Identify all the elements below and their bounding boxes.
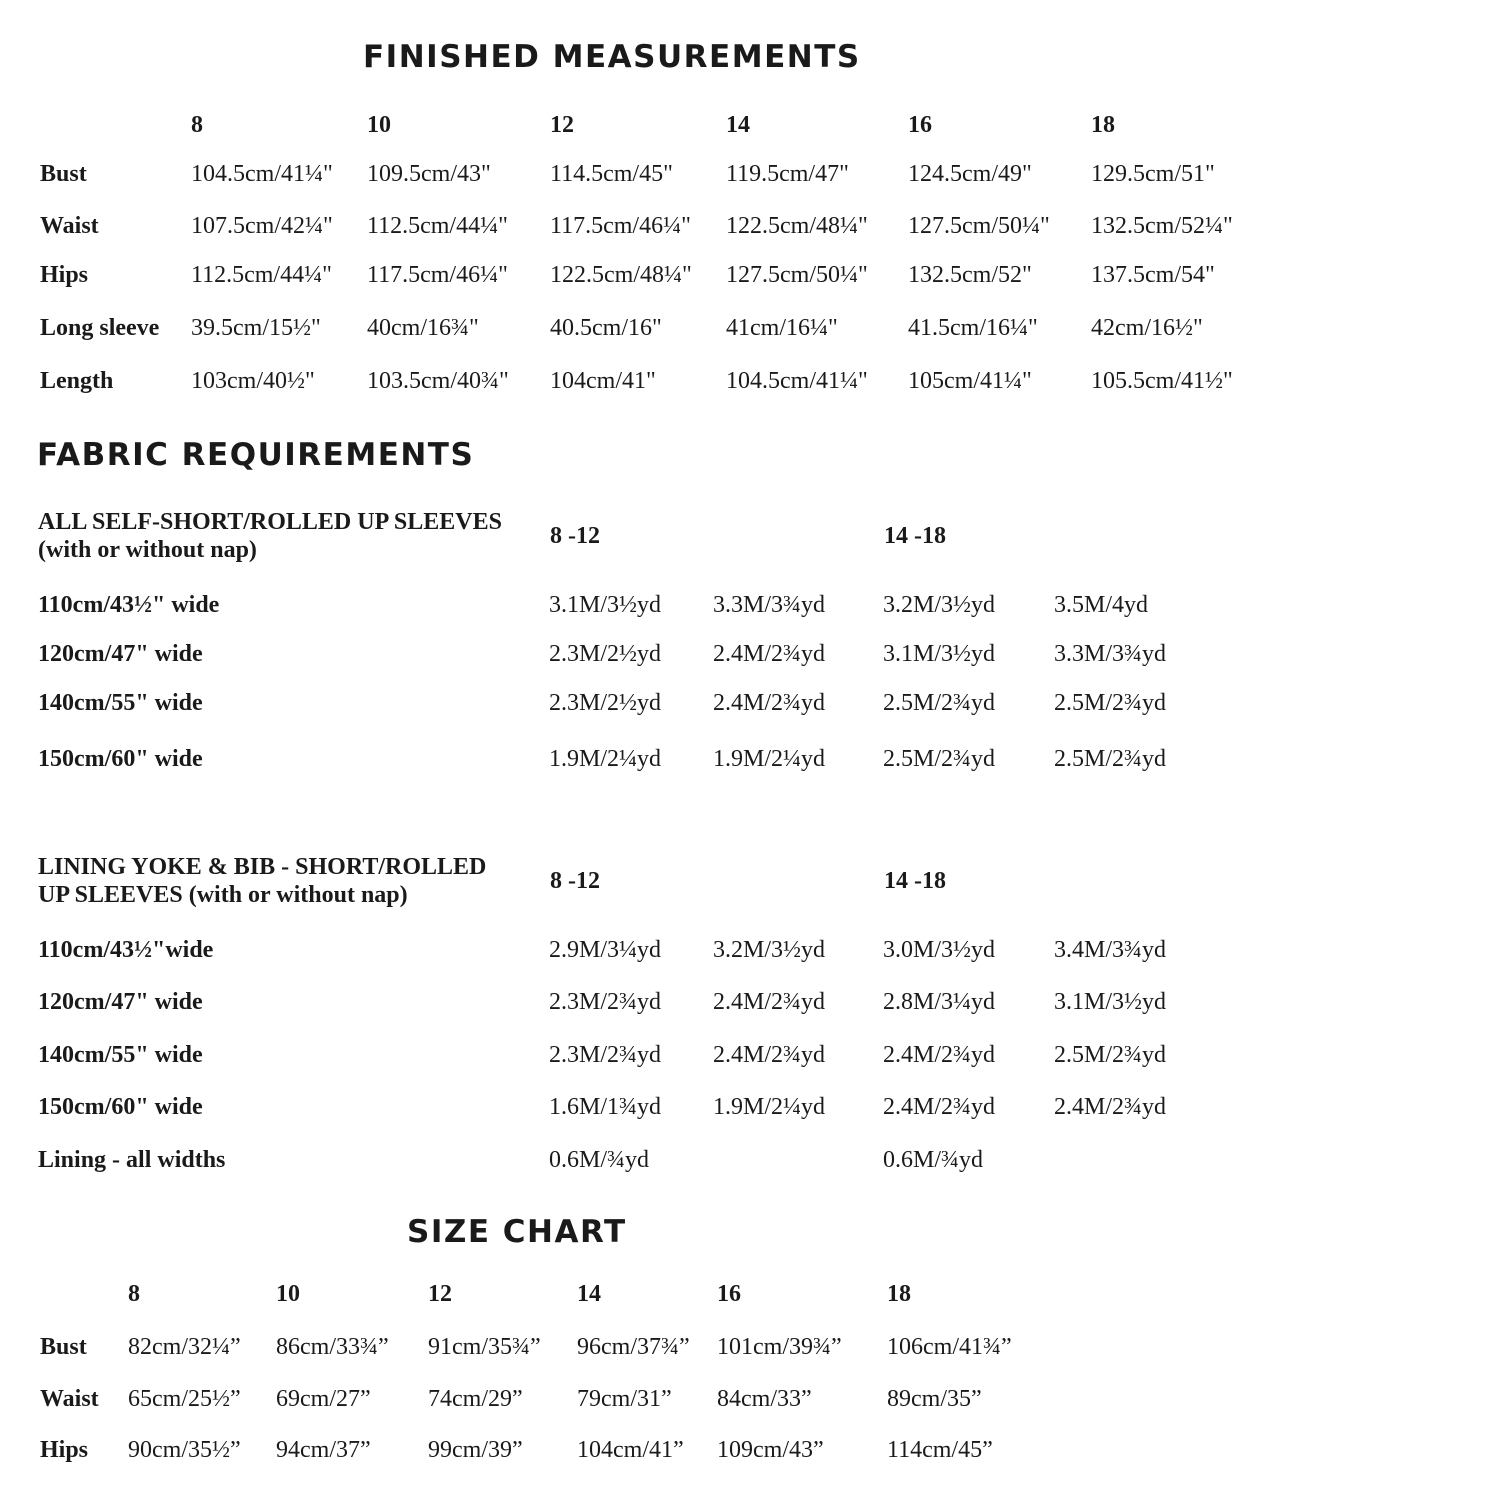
table-cell: 1.9M/2¼yd <box>549 746 662 772</box>
table-cell: 40cm/16¾" <box>367 315 479 341</box>
size-header-18: 18 <box>1091 112 1115 138</box>
width-label: 150cm/60" wide <box>38 746 203 772</box>
table-cell: 114.5cm/45" <box>550 161 673 187</box>
table-cell: 2.3M/2¾yd <box>549 1042 662 1068</box>
row-label-waist: Waist <box>40 1386 99 1412</box>
table-cell: 117.5cm/46¼" <box>367 262 508 288</box>
self-fabric-heading <box>38 508 502 564</box>
lining-fabric-heading <box>38 853 486 909</box>
table-cell: 103.5cm/40¾" <box>367 368 509 394</box>
table-cell: 3.1M/3½yd <box>549 592 662 618</box>
size-header-14: 14 <box>726 112 750 138</box>
table-cell: 1.6M/1¾yd <box>549 1094 662 1120</box>
table-cell: 96cm/37¾” <box>577 1334 690 1360</box>
table-cell: 3.4M/3¾yd <box>1054 937 1167 963</box>
table-cell: 114cm/45” <box>887 1437 993 1463</box>
width-label: 110cm/43½" wide <box>38 592 220 618</box>
table-cell: 132.5cm/52" <box>908 262 1032 288</box>
row-label-long-sleeve: Long sleeve <box>40 315 160 341</box>
table-cell: 2.5M/2¾yd <box>883 690 996 716</box>
width-label: 120cm/47" wide <box>38 989 203 1015</box>
finished-measurements-title: FINISHED MEASUREMENTS <box>363 39 861 75</box>
width-label: 110cm/43½"wide <box>38 937 214 963</box>
table-cell: 2.4M/2¾yd <box>713 1042 826 1068</box>
table-cell: 0.6M/¾yd <box>549 1147 650 1173</box>
table-cell: 3.3M/3¾yd <box>713 592 826 618</box>
table-cell: 2.5M/2¾yd <box>883 746 996 772</box>
table-cell: 3.5M/4yd <box>1054 592 1149 618</box>
table-cell: 69cm/27” <box>276 1386 371 1412</box>
size-range-8-12: 8 -12 <box>550 523 600 549</box>
table-cell: 40.5cm/16" <box>550 315 662 341</box>
table-cell: 2.5M/2¾yd <box>1054 690 1167 716</box>
self-fabric-heading-line2: (with or without nap) <box>38 537 257 563</box>
size-header-16: 16 <box>717 1281 741 1307</box>
size-header-10: 10 <box>367 112 391 138</box>
size-range-14-18: 14 -18 <box>884 868 946 894</box>
table-cell: 3.3M/3¾yd <box>1054 641 1167 667</box>
row-label-hips: Hips <box>40 262 89 288</box>
table-cell: 41.5cm/16¼" <box>908 315 1038 341</box>
table-cell: 112.5cm/44¼" <box>367 213 508 239</box>
table-cell: 106cm/41¾” <box>887 1334 1012 1360</box>
table-cell: 3.1M/3½yd <box>883 641 996 667</box>
table-cell: 2.3M/2½yd <box>549 641 662 667</box>
lining-all-widths-label: Lining - all widths <box>38 1147 226 1173</box>
table-cell: 74cm/29” <box>428 1386 523 1412</box>
table-cell: 94cm/37” <box>276 1437 371 1463</box>
table-cell: 1.9M/2¼yd <box>713 746 826 772</box>
table-cell: 42cm/16½" <box>1091 315 1203 341</box>
table-cell: 65cm/25½” <box>128 1386 241 1412</box>
width-label: 120cm/47" wide <box>38 641 203 667</box>
table-cell: 41cm/16¼" <box>726 315 838 341</box>
table-cell: 2.5M/2¾yd <box>1054 746 1167 772</box>
size-range-8-12: 8 -12 <box>550 868 600 894</box>
size-chart-title: SIZE CHART <box>407 1214 627 1250</box>
table-cell: 104.5cm/41¼" <box>726 368 868 394</box>
lining-fabric-heading-line1: LINING YOKE & BIB - SHORT/ROLLED <box>38 854 487 880</box>
width-label: 150cm/60" wide <box>38 1094 203 1120</box>
table-cell: 89cm/35” <box>887 1386 982 1412</box>
row-label-bust: Bust <box>40 1334 87 1360</box>
table-cell: 101cm/39¾” <box>717 1334 842 1360</box>
table-cell: 86cm/33¾” <box>276 1334 389 1360</box>
table-cell: 112.5cm/44¼" <box>191 262 332 288</box>
table-cell: 82cm/32¼” <box>128 1334 241 1360</box>
self-fabric-heading-line1: ALL SELF-SHORT/ROLLED UP SLEEVES <box>38 509 502 535</box>
table-cell: 104.5cm/41¼" <box>191 161 333 187</box>
table-cell: 137.5cm/54" <box>1091 262 1215 288</box>
table-cell: 2.4M/2¾yd <box>883 1094 996 1120</box>
size-header-14: 14 <box>577 1281 601 1307</box>
table-cell: 2.5M/2¾yd <box>1054 1042 1167 1068</box>
size-header-10: 10 <box>276 1281 300 1307</box>
table-cell: 127.5cm/50¼" <box>726 262 868 288</box>
table-cell: 3.2M/3½yd <box>883 592 996 618</box>
lining-fabric-heading-line2: UP SLEEVES (with or without nap) <box>38 882 408 908</box>
table-cell: 2.4M/2¾yd <box>713 641 826 667</box>
fabric-requirements-title: FABRIC REQUIREMENTS <box>37 437 475 473</box>
table-cell: 84cm/33” <box>717 1386 812 1412</box>
table-cell: 2.4M/2¾yd <box>713 989 826 1015</box>
table-cell: 2.4M/2¾yd <box>713 690 826 716</box>
row-label-hips: Hips <box>40 1437 89 1463</box>
table-cell: 2.3M/2½yd <box>549 690 662 716</box>
table-cell: 2.8M/3¼yd <box>883 989 996 1015</box>
table-cell: 107.5cm/42¼" <box>191 213 333 239</box>
table-cell: 132.5cm/52¼" <box>1091 213 1233 239</box>
table-cell: 2.4M/2¾yd <box>1054 1094 1167 1120</box>
table-cell: 3.2M/3½yd <box>713 937 826 963</box>
table-cell: 105.5cm/41½" <box>1091 368 1233 394</box>
size-range-14-18: 14 -18 <box>884 523 946 549</box>
width-label: 140cm/55" wide <box>38 690 203 716</box>
table-cell: 2.4M/2¾yd <box>883 1042 996 1068</box>
row-label-length: Length <box>40 368 114 394</box>
table-cell: 129.5cm/51" <box>1091 161 1215 187</box>
table-cell: 1.9M/2¼yd <box>713 1094 826 1120</box>
table-cell: 3.0M/3½yd <box>883 937 996 963</box>
table-cell: 2.9M/3¼yd <box>549 937 662 963</box>
table-cell: 117.5cm/46¼" <box>550 213 691 239</box>
row-label-waist: Waist <box>40 213 99 239</box>
table-cell: 3.1M/3½yd <box>1054 989 1167 1015</box>
size-header-12: 12 <box>550 112 574 138</box>
width-label: 140cm/55" wide <box>38 1042 203 1068</box>
size-header-18: 18 <box>887 1281 911 1307</box>
table-cell: 104cm/41" <box>550 368 656 394</box>
size-header-8: 8 <box>191 112 203 138</box>
table-cell: 119.5cm/47" <box>726 161 849 187</box>
table-cell: 39.5cm/15½" <box>191 315 321 341</box>
table-cell: 103cm/40½" <box>191 368 315 394</box>
table-cell: 127.5cm/50¼" <box>908 213 1050 239</box>
table-cell: 122.5cm/48¼" <box>550 262 692 288</box>
table-cell: 105cm/41¼" <box>908 368 1032 394</box>
table-cell: 0.6M/¾yd <box>883 1147 984 1173</box>
table-cell: 104cm/41” <box>577 1437 684 1463</box>
size-header-16: 16 <box>908 112 932 138</box>
table-cell: 91cm/35¾” <box>428 1334 541 1360</box>
table-cell: 2.3M/2¾yd <box>549 989 662 1015</box>
row-label-bust: Bust <box>40 161 87 187</box>
table-cell: 90cm/35½” <box>128 1437 241 1463</box>
table-cell: 109cm/43” <box>717 1437 824 1463</box>
size-header-12: 12 <box>428 1281 452 1307</box>
table-cell: 109.5cm/43" <box>367 161 491 187</box>
size-header-8: 8 <box>128 1281 140 1307</box>
table-cell: 124.5cm/49" <box>908 161 1032 187</box>
table-cell: 79cm/31” <box>577 1386 672 1412</box>
table-cell: 99cm/39” <box>428 1437 523 1463</box>
table-cell: 122.5cm/48¼" <box>726 213 868 239</box>
